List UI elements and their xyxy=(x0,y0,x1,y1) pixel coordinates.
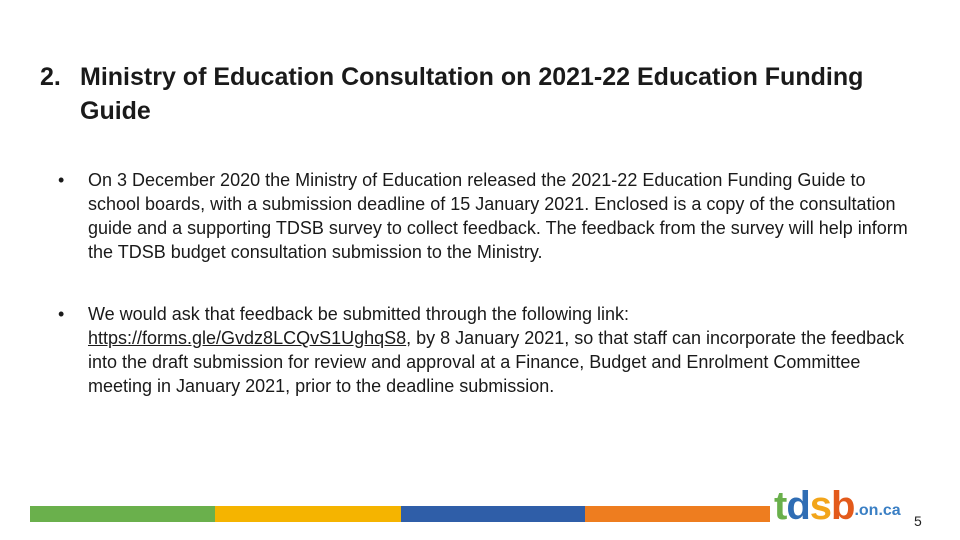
tdsb-logo: tdsb.on.ca xyxy=(774,484,901,528)
bullet-text-1: On 3 December 2020 the Ministry of Education released the 2021-22 Education Funding Guide to school boards, with a submission deadline of 15 January 2021. Enclosed is a copy of the consultation guide and a supporting TDSB survey to collect feedback. The feedback from the survey will help inform the TDSB budget consultation submission to the Ministry. xyxy=(88,170,908,262)
bullet-icon: • xyxy=(58,304,65,324)
bullet-text-2-before: We would ask that feedback be submitted through the following link: xyxy=(88,304,629,324)
footer-bar-blue xyxy=(401,506,585,522)
survey-link[interactable]: https://forms.gle/Gvdz8LCQvS1UghqS8 xyxy=(88,328,407,348)
bullet-icon: • xyxy=(58,170,65,190)
footer-bar-orange xyxy=(585,506,770,522)
page-number: 5 xyxy=(914,513,922,529)
footer-bar-yellow xyxy=(215,506,401,522)
footer-bar-green xyxy=(30,506,215,522)
slide-title xyxy=(40,60,900,128)
slide-number: 2. xyxy=(40,63,61,91)
footer-color-bar xyxy=(30,506,770,522)
bullet-item-2 xyxy=(58,302,918,398)
bullet-text-2-after: , by 8 January 2021, so that staff can incorporate the feedback into the draft submission for review and approval at a Finance, Budget and Enrolment Committee meeting in January 2021, prior to the deadline submission. xyxy=(88,328,905,396)
bullet-item-1 xyxy=(58,168,918,264)
bullet-list xyxy=(58,168,918,436)
bullet-text-2 xyxy=(88,302,918,398)
slide-title-text: Ministry of Education Consultation on 2021-22 Education Funding Guide xyxy=(80,63,864,125)
